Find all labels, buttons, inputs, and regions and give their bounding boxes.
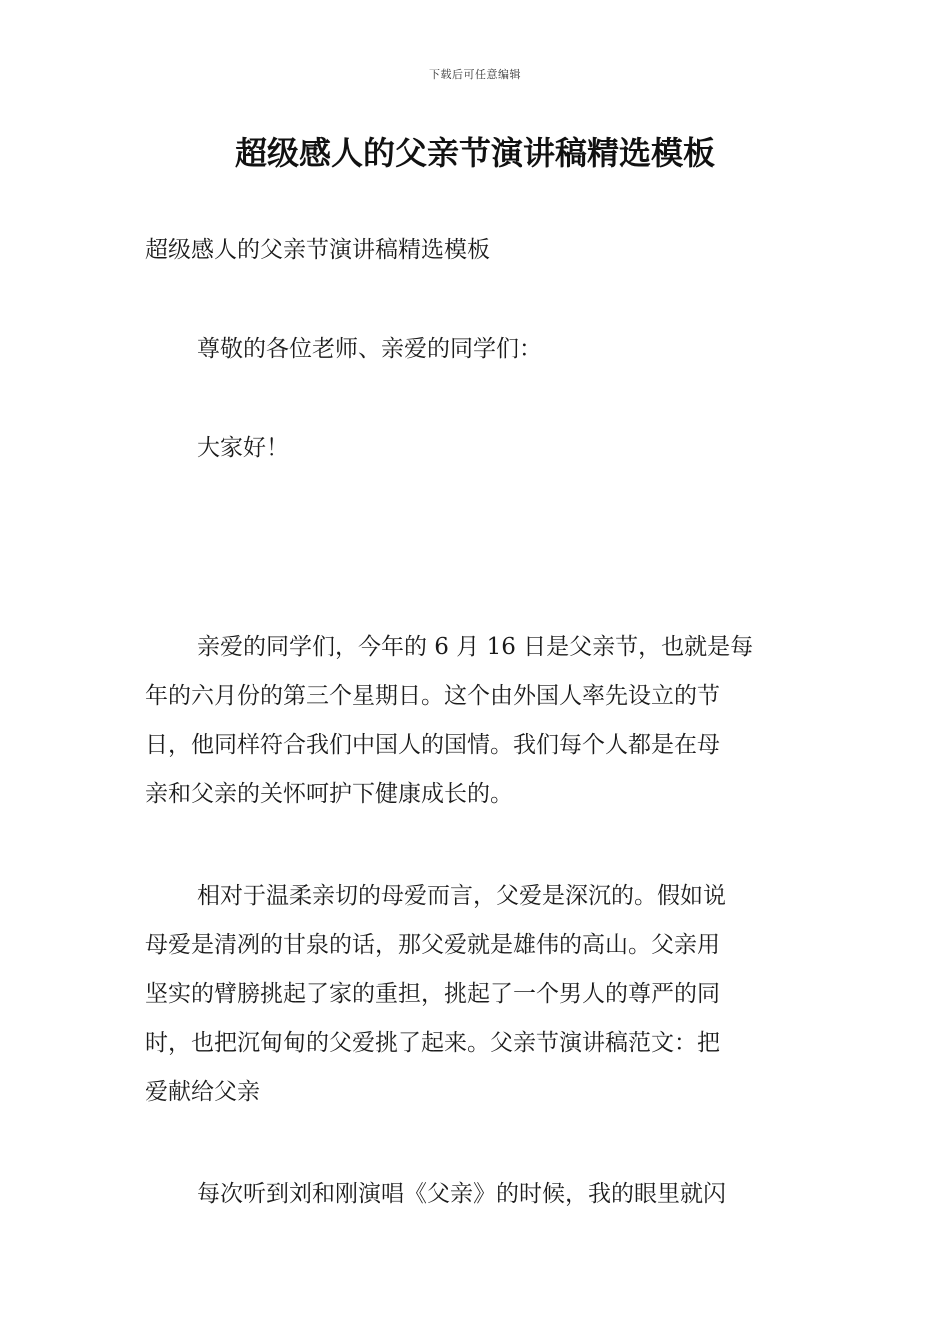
document-title: 超级感人的父亲节演讲稿精选模板 [234,134,715,172]
paragraph-line: 相对于温柔亲切的母爱而言，父爱是深沉的。假如说 [197,883,726,909]
greeting: 尊敬的各位老师、亲爱的同学们： [197,336,542,362]
paragraph-line: 坚实的臂膀挑起了家的重担，挑起了一个男人的尊严的同 [145,981,720,1007]
paragraph-1 [145,623,807,819]
header-note: 下载后可任意编辑 [429,68,521,81]
paragraph-line: 时，也把沉甸甸的父爱挑了起来。父亲节演讲稿范文：把 [145,1030,720,1056]
paragraph-line: 每次听到刘和刚演唱《父亲》的时候，我的眼里就闪 [197,1181,726,1207]
paragraph-line: 亲爱的同学们，今年的 6 月 16 日是父亲节，也就是每 [197,634,754,660]
subtitle: 超级感人的父亲节演讲稿精选模板 [145,237,490,263]
paragraph-line: 亲和父亲的关怀呵护下健康成长的。 [145,781,513,807]
paragraph-line: 母爱是清冽的甘泉的话，那父爱就是雄伟的高山。父亲用 [145,932,720,958]
paragraph-3 [145,1170,807,1219]
paragraph-line: 日，他同样符合我们中国人的国情。我们每个人都是在母 [145,732,720,758]
hello-line: 大家好！ [197,435,289,461]
paragraph-2 [145,872,807,1117]
paragraph-line: 爱献给父亲 [145,1079,260,1105]
paragraph-line: 年的六月份的第三个星期日。这个由外国人率先设立的节 [145,683,720,709]
